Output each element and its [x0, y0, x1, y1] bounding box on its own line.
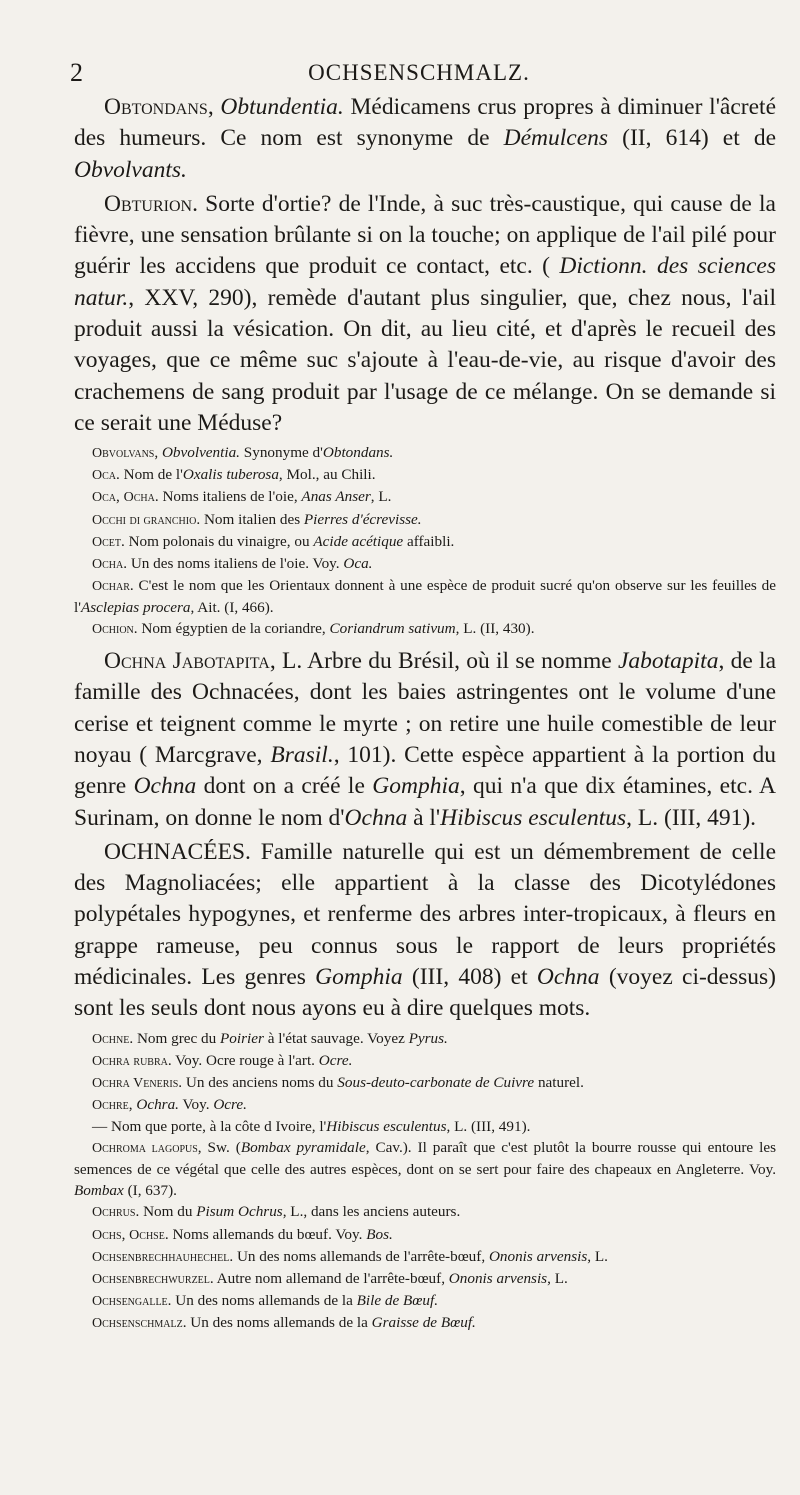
entry-text: ,	[154, 444, 162, 462]
entry-text: Graisse de Bœuf.	[371, 1313, 476, 1331]
entry-text: , Mol., au Chili.	[278, 466, 376, 484]
entry-text: ,	[116, 488, 124, 506]
entry-headword: Ochna Jabotapita	[104, 648, 270, 675]
entry-headword: Ochne	[92, 1031, 130, 1047]
entry-obvolvans	[74, 442, 776, 464]
entry-text: Ochna	[133, 773, 197, 800]
entry-text: , 101). Cette espèce appartient à la portion du genre	[74, 742, 777, 800]
entry-text: Anas Anser	[301, 488, 371, 506]
entry-text: . Nom égyptien de la coriandre,	[133, 620, 330, 638]
entry-text: . Nom du	[135, 1203, 197, 1221]
page-header	[70, 58, 768, 94]
entry-text: Gomphia	[315, 964, 403, 991]
entry-text: (voyez ci-dessus) sont les seuls dont nous ayons eu à dire quelques mots.	[74, 964, 776, 1022]
entry-text: . Nom polonais du vinaigre, ou	[121, 532, 314, 550]
entry-text: Bos.	[366, 1225, 393, 1243]
entry-headword: Ochre	[92, 1097, 129, 1113]
entry-text: Bombax pyramidale	[240, 1139, 366, 1157]
entry-text: Poirier	[220, 1029, 264, 1047]
entry-text: Acide acétique	[313, 532, 404, 550]
entry-text: , L. (II, 430).	[455, 620, 535, 638]
entry-text: Médicamens crus propres à diminuer l'âcreté des humeurs. Ce nom est synonyme de	[74, 94, 777, 152]
entry-headword: — Nom que porte, à la côte d Ivoire, l'	[92, 1118, 327, 1136]
entry-text: . Nom grec du	[129, 1029, 221, 1047]
entry-text: Pierres d'écrevisse.	[303, 510, 422, 528]
page-number: 2	[70, 58, 83, 87]
entry-headword: Ochsenbrechhauhechel	[92, 1249, 230, 1265]
entry-ochar	[74, 575, 776, 618]
entry-text: Ononis arvensis	[448, 1269, 548, 1287]
entry-ochre-dash	[74, 1116, 776, 1137]
entry-headword: Ochsengalle	[92, 1293, 168, 1309]
entry-headword: Ochroma lagopus	[92, 1141, 198, 1157]
entry-text: Obtundentia.	[220, 94, 344, 120]
entry-text: à l'	[407, 804, 441, 831]
entry-ochsenschmalz	[74, 1312, 776, 1334]
entry-text: , qui n'a que dix étamines, etc. A Surinam, on donne le nom d'	[74, 773, 776, 831]
entry-text: Bombax	[74, 1182, 124, 1200]
entry-headword: Ochrus	[92, 1205, 136, 1221]
entry-text: Ononis arvensis	[488, 1247, 588, 1265]
entry-oca-ocha	[74, 486, 776, 508]
entry-text: Ocre.	[318, 1051, 353, 1069]
entry-ochroma	[74, 1137, 776, 1201]
entry-headword: Occhi di granchio	[92, 512, 197, 528]
entry-headword: Obturion	[104, 190, 193, 217]
entry-text: Obtondans.	[322, 444, 394, 462]
entry-text: Dictionn. des sciences natur.	[74, 253, 776, 311]
entry-ochrus	[74, 1201, 776, 1223]
entry-text: Asclepias procera	[80, 598, 191, 616]
entry-text: (III, 408) et	[402, 964, 537, 991]
entry-text: . Un des noms allemands de l'arrête-bœuf,	[229, 1247, 489, 1265]
entry-ocet	[74, 531, 776, 553]
entry-headword: Ochs	[92, 1227, 122, 1243]
entry-obturion	[74, 189, 776, 439]
entry-oca	[74, 464, 776, 486]
entry-headword: Ocet	[92, 534, 121, 550]
entry-text: à l'état sauvage. Voyez	[263, 1029, 409, 1047]
entry-text: ,	[121, 1225, 130, 1243]
entry-text: . Sorte d'ortie? de l'Inde, à suc très-caustique, qui cause de la fièvre, une sensation brûlante si on la touche; on applique de l'ail pilé pour guérir les accidens que produit ce contact, etc. (	[74, 190, 776, 280]
entry-text: Oca.	[343, 554, 373, 572]
entry-text: Ochna	[344, 804, 408, 831]
entry-ochra-rubra	[74, 1050, 776, 1072]
entry-headword: OCHNACÉES	[104, 838, 246, 865]
entry-text: Ochse	[129, 1227, 165, 1243]
entry-text: Pyrus.	[408, 1029, 448, 1047]
entry-headword: Ocha	[92, 556, 124, 572]
entry-headword: Obvolvans	[92, 446, 155, 462]
entry-text: , L.	[370, 488, 392, 506]
entry-text: . Un des noms allemands de la	[182, 1313, 372, 1331]
entry-text: affaibli.	[403, 532, 455, 550]
entry-text: , L.	[547, 1269, 568, 1287]
entry-text: , L. (III, 491).	[446, 1118, 531, 1136]
entry-ochion	[74, 618, 776, 640]
entry-text: , Cav.). Il paraît que c'est plutôt la bourre rousse qui entoure les semences de ce végétal que celle des autres espèces, dont on se sert pour faire des chapeaux en Angleterre. Voy.	[74, 1139, 776, 1179]
entry-headword: Ochsenschmalz	[92, 1315, 183, 1331]
entry-ochna	[74, 646, 776, 834]
entry-text: Hibiscus esculentus	[326, 1118, 447, 1136]
entry-text: . Un des anciens noms du	[178, 1073, 338, 1091]
entry-ochsenbrechhauhechel	[74, 1246, 776, 1268]
entry-text: , L. (III, 491).	[626, 804, 757, 831]
entry-ochs	[74, 1224, 776, 1246]
entry-text: . Un des noms allemands de la	[167, 1291, 357, 1309]
dictionary-entries	[74, 92, 776, 1334]
entry-text: Obvolvants.	[74, 156, 187, 183]
entry-text: Bile de Bœuf.	[356, 1291, 439, 1309]
entry-obtondans	[74, 92, 776, 186]
entry-headword: Ochion	[92, 622, 134, 638]
entry-text: Coriandrum sativum	[329, 620, 456, 638]
entry-ocha	[74, 553, 776, 575]
entry-text: . Voy. Ocre rouge à l'art.	[167, 1051, 319, 1069]
entry-text: . Nom italien des	[196, 510, 304, 528]
entry-text: Obvolventia.	[161, 444, 240, 462]
entry-headword: Ochra Veneris	[92, 1075, 179, 1091]
entry-text: Gomphia	[372, 773, 460, 800]
entry-text: . Autre nom allemand de l'arrête-bœuf,	[209, 1269, 449, 1287]
entry-ochsenbrechwurzel	[74, 1268, 776, 1290]
entry-ochra-veneris	[74, 1072, 776, 1094]
entry-text: . C'est le nom que les Orientaux donnent à une espèce de produit sucré qu'on observe sur les feuilles de l'	[74, 576, 776, 616]
running-head: OCHSENSCHMALZ.	[308, 60, 530, 85]
entry-ochre	[74, 1094, 776, 1116]
entry-text: Oxalis tuberosa	[182, 466, 279, 484]
entry-headword: Oca	[92, 468, 117, 484]
entry-text: Ocre.	[213, 1095, 247, 1113]
entry-text: Pisum Ochrus	[196, 1203, 283, 1221]
entry-text: , de la famille des Ochnacées, dont les baies astringentes ont le volume d'une cerise et teignent comme le myrte ; on retire une huile comestible de leur noyau ( Marcgrave,	[74, 648, 777, 768]
entry-text: . Famille naturelle qui est un démembrement de celle des Magnoliacées; elle appartient à la classe des Dicotylédones polypétales hypogynes, et renferme des arbres inter-tropicaux, à fleurs en grappe rameuse, peu connus sous le rapport de leurs propriétés médicinales. Les genres	[74, 838, 776, 991]
entry-ochsengalle	[74, 1290, 776, 1312]
entry-text: ,	[207, 94, 221, 120]
entry-text: Jabotapita	[617, 648, 719, 675]
entry-text: Ocha	[123, 490, 155, 506]
entry-occhi	[74, 509, 776, 531]
entry-text: , L.	[587, 1247, 608, 1265]
entry-text: . Noms allemands du bœuf. Voy.	[164, 1225, 367, 1243]
entry-text: Voy.	[178, 1095, 214, 1113]
entry-text: , Ait. (I, 466).	[190, 598, 274, 616]
entry-text: , Sw. (	[197, 1139, 241, 1157]
entry-text: Sous-deuto-carbonate de Cuivre	[337, 1073, 535, 1091]
entry-text: . Un des noms italiens de l'oie. Voy.	[123, 554, 344, 572]
entry-headword: Ochar	[92, 578, 130, 594]
entry-text: . Noms italiens de l'oie,	[154, 488, 302, 506]
entry-text: (II, 614) et de	[608, 125, 776, 152]
entry-text: (I, 637).	[123, 1182, 177, 1200]
entry-headword: Ochsenbrechwurzel	[92, 1271, 210, 1287]
entry-ochne	[74, 1028, 776, 1050]
entry-text: ,	[128, 1095, 137, 1113]
entry-text: Ochra.	[136, 1095, 179, 1113]
entry-text: , XXV, 290), remède d'autant plus singulier, que, chez nous, l'ail produit aussi la vésication. On dit, au lieu cité, et d'après le recueil des voyages, que ce même suc s'ajoute à l'eau-de-vie, au risque d'avoir des crachemens de sang produit par l'usage de ce mélange. On se demande si ce serait une Méduse?	[74, 284, 776, 436]
entry-ochnacees	[74, 837, 776, 1025]
entry-text: naturel.	[534, 1073, 584, 1091]
entry-text: Démulcens	[503, 125, 609, 152]
entry-text: dont on a créé le	[196, 773, 373, 800]
entry-headword: Oca	[92, 490, 117, 506]
entry-text: , L., dans les anciens auteurs.	[282, 1203, 461, 1221]
entry-text: Ochna	[536, 964, 600, 991]
entry-text: Brasil.	[270, 742, 334, 768]
entry-text: Synonyme d'	[239, 444, 323, 462]
entry-text: Hibiscus esculentus	[440, 804, 627, 831]
entry-text: . Nom de l'	[116, 466, 183, 484]
entry-text: , L. Arbre du Brésil, où il se nomme	[269, 648, 618, 675]
entry-headword: Ochra rubra	[92, 1053, 168, 1069]
entry-headword: Obtondans	[104, 94, 208, 120]
